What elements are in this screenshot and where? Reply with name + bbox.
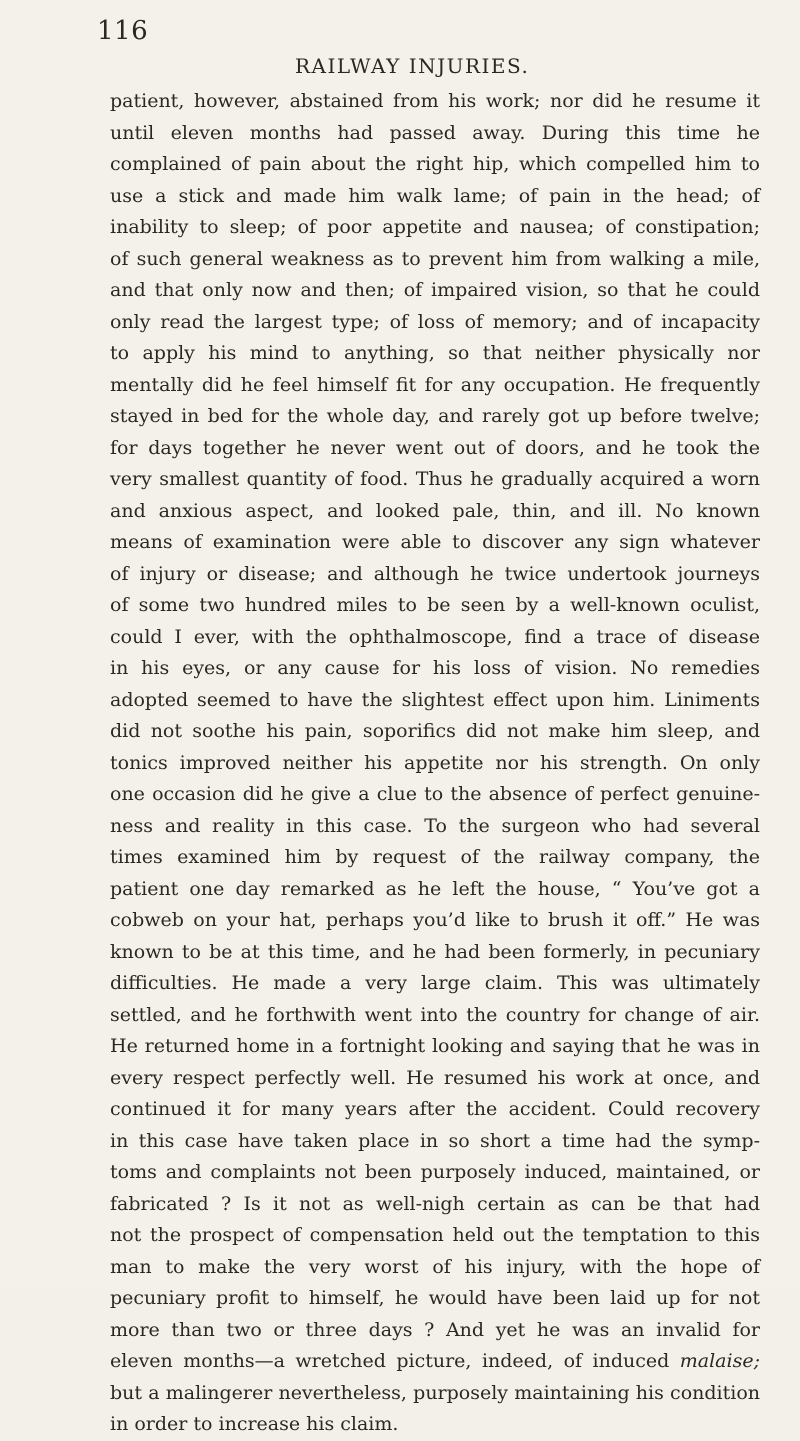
text-line: and anxious aspect, and looked pale, thin, and ill. No known [110, 499, 760, 522]
text-line: adopted seemed to have the slightest effect upon him. Liniments [110, 688, 760, 711]
text-line: did not soothe his pain, soporifics did not make him sleep, and [110, 720, 760, 742]
text-line: patient one day remarked as he left the house, “ You’ve got a [110, 877, 760, 900]
text-line: complained of pain about the right hip, which compelled him to [110, 153, 760, 175]
text-line: He returned home in a fortnight looking and saying that he was in [110, 1035, 760, 1057]
text-line: only read the largest type; of loss of memory; and of incapacity [110, 310, 760, 333]
running-head: RAILWAY INJURIES. [295, 54, 530, 78]
text-line: fabricated ? Is it not as well-nigh certain as can be that had [110, 1192, 760, 1215]
text-line: until eleven months had passed away. During this time he [110, 121, 760, 144]
text-line: ness and reality in this case. To the surgeon who had several [110, 814, 760, 837]
text-line: not the prospect of compensation held out the temptation to this [110, 1224, 760, 1246]
text-line: toms and complaints not been purposely induced, maintained, or [110, 1161, 760, 1183]
text-line: one occasion did he give a clue to the absence of perfect genuine- [110, 783, 760, 805]
text-line: difficulties. He made a very large claim. This was ultimately [110, 972, 760, 994]
text-line: of injury or disease; and although he twice undertook journeys [110, 562, 760, 585]
italic-word: malaise; [679, 1350, 760, 1372]
page-number: 116 [97, 16, 149, 46]
text-line: in his eyes, or any cause for his loss of vision. No remedies [110, 657, 760, 679]
text-line: means of examination were able to discover any sign whatever [110, 531, 760, 553]
text-line: could I ever, with the ophthalmoscope, find a trace of disease [110, 625, 760, 648]
text-line: settled, and he forthwith went into the country for change of air. [110, 1003, 760, 1026]
text-line: tonics improved neither his appetite nor his strength. On only [110, 751, 760, 774]
text-line: cobweb on your hat, perhaps you’d like to brush it off.” He was [110, 909, 760, 931]
text-line: to apply his mind to anything, so that neither physically nor [110, 342, 760, 364]
text-line: every respect perfectly well. He resumed his work at once, and [110, 1066, 760, 1089]
text-line: stayed in bed for the whole day, and rarely got up before twelve; [110, 405, 760, 427]
text-line: pecuniary profit to himself, he would have been laid up for not [110, 1287, 760, 1309]
text-line: man to make the very worst of his injury, with the hope of [110, 1255, 760, 1278]
text-line: more than two or three days ? And yet he was an invalid for [110, 1318, 760, 1341]
text-line: of such general weakness as to prevent him from walking a mile, [110, 247, 760, 270]
text-line: patient, however, abstained from his work; nor did he resume it [110, 90, 760, 112]
text-line: inability to sleep; of poor appetite and nausea; of constipation; [110, 216, 760, 238]
text-line: for days together he never went out of doors, and he took the [110, 436, 760, 459]
text-fragment: eleven months—a wretched picture, indeed, of induced [110, 1350, 680, 1372]
text-line: very smallest quantity of food. Thus he gradually acquired a worn [110, 468, 760, 490]
text-line: continued it for many years after the accident. Could recovery [110, 1098, 760, 1120]
text-line: times examined him by request of the railway company, the [110, 846, 760, 868]
body-text [110, 86, 760, 1441]
text-line [110, 1346, 760, 1378]
text-line: mentally did he feel himself fit for any occupation. He frequently [110, 373, 760, 396]
text-line: known to be at this time, and he had been formerly, in pecuniary [110, 940, 760, 963]
text-line: and that only now and then; of impaired vision, so that he could [110, 279, 760, 301]
text-line-last: in order to increase his claim. [110, 1413, 399, 1435]
text-line: use a stick and made him walk lame; of pain in the head; of [110, 184, 760, 207]
text-line: of some two hundred miles to be seen by a well-known oculist, [110, 594, 760, 616]
text-line: in this case have taken place in so short a time had the symp- [110, 1129, 760, 1152]
text-line: but a malingerer nevertheless, purposely maintaining his condition [110, 1381, 760, 1404]
